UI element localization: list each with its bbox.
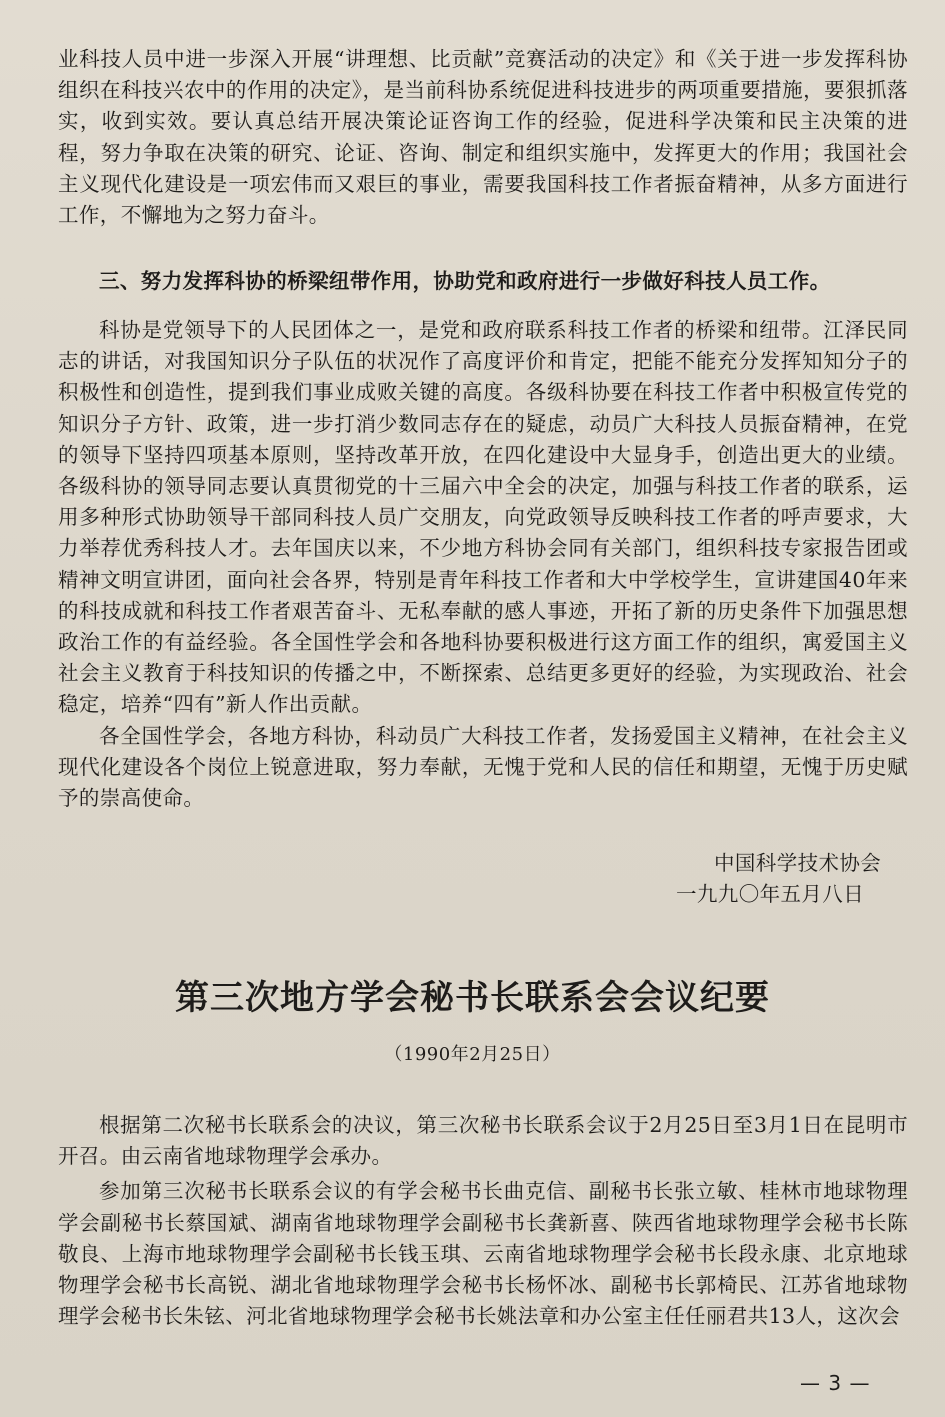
signature-date: 一九九〇年五月八日 [676, 882, 865, 906]
article-date: （1990年2月25日） [384, 1044, 561, 1065]
signature-org: 中国科学技术协会 [714, 851, 882, 875]
paragraph: 参加第三次秘书长联系会议的有学会秘书长曲克信、副秘书长张立敏、桂林市地球物理学会副秘书长蔡国斌、湖南省地球物理学会副秘书长龚新喜、陕西省地球物理学会秘书长陈敬良、上海市地球物理学会副秘书长钱玉琪、云南省地球物理学会秘书长段永康、北京地球物理学会秘书长高锐、湖北省地球物理学会秘书长杨怀冰、副秘书长郭椅民、江苏省地球物理学会秘书长朱铉、河北省地球物理学会秘书长姚法章和办公室主任任丽君共13人，这次会 [58, 1179, 908, 1329]
article-title: 第三次地方学会秘书长联系会会议纪要 [175, 978, 770, 1018]
section-3 [58, 266, 908, 297]
section-3-body [58, 315, 908, 814]
paragraph: 各全国性学会，各地方科协，科动员广大科技工作者，发扬爱国主义精神，在社会主义现代化建设各个岗位上锐意进取，努力奉献，无愧于党和人民的信任和期望，无愧于历史赋予的崇高使命。 [58, 723, 908, 811]
paragraph: 科协是党领导下的人民团体之一，是党和政府联系科技工作者的桥梁和纽带。江泽民同志的讲话，对我国知识分子队伍的状况作了高度评价和肯定，把能不能充分发挥知知分子的积极性和创造性，提到我们事业成败关键的高度。各级科协要在科技工作者中积极宣传党的知识分子方针、政策，进一步打消少数同志存在的疑虑，动员广大科技人员振奋精神，在党的领导下坚持四项基本原则，坚持改革开放，在四化建设中大显身手，创造出更大的业绩。各级科协的领导同志要认真贯彻党的十三届六中全会的决定，加强与科技工作者的联系，运用多种形式协助领导干部同科技人员广交朋友，向党政领导反映科技工作者的呼声要求，大力举荐优秀科技人才。去年国庆以来，不少地方科协会同有关部门，组织科技专家报告团或精神文明宣讲团，面向社会各界，特别是青年科技工作者和大中学校学生，宣讲建国40年来的科技成就和科技工作者艰苦奋斗、无私奉献的感人事迹，开拓了新的历史条件下加强思想政治工作的有益经验。各全国性学会和各地科协要积极进行这方面工作的组织，寓爱国主义社会主义教育于科技知识的传播之中，不断探索、总结更多更好的经验，为实现政治、社会稳定，培养“四有”新人作出贡献。 [58, 318, 908, 717]
page-number: — 3 — [800, 1371, 871, 1395]
article-body [58, 1110, 908, 1332]
section-heading: 三、努力发挥科协的桥梁纽带作用，协助党和政府进行一步做好科技人员工作。 [99, 269, 831, 293]
paragraph: 业科技人员中进一步深入开展“讲理想、比贡献”竞赛活动的决定》和《关于进一步发挥科协组织在科技兴农中的作用的决定》，是当前科协系统促进科技进步的两项重要措施，要狠抓落实，收到实效。要认真总结开展决策论证咨询工作的经验，促进科学决策和民主决策的进程，努力争取在决策的研究、论证、咨询、制定和组织实施中，发挥更大的作用；我国社会主义现代化建设是一项宏伟而又艰巨的事业，需要我国科技工作者振奋精神，从多方面进行工作，不懈地为之努力奋斗。 [58, 47, 908, 228]
section-1-continuation [58, 44, 908, 231]
paragraph: 根据第二次秘书长联系会的决议，第三次秘书长联系会议于2月25日至3月1日在昆明市开召。由云南省地球物理学会承办。 [58, 1113, 908, 1169]
